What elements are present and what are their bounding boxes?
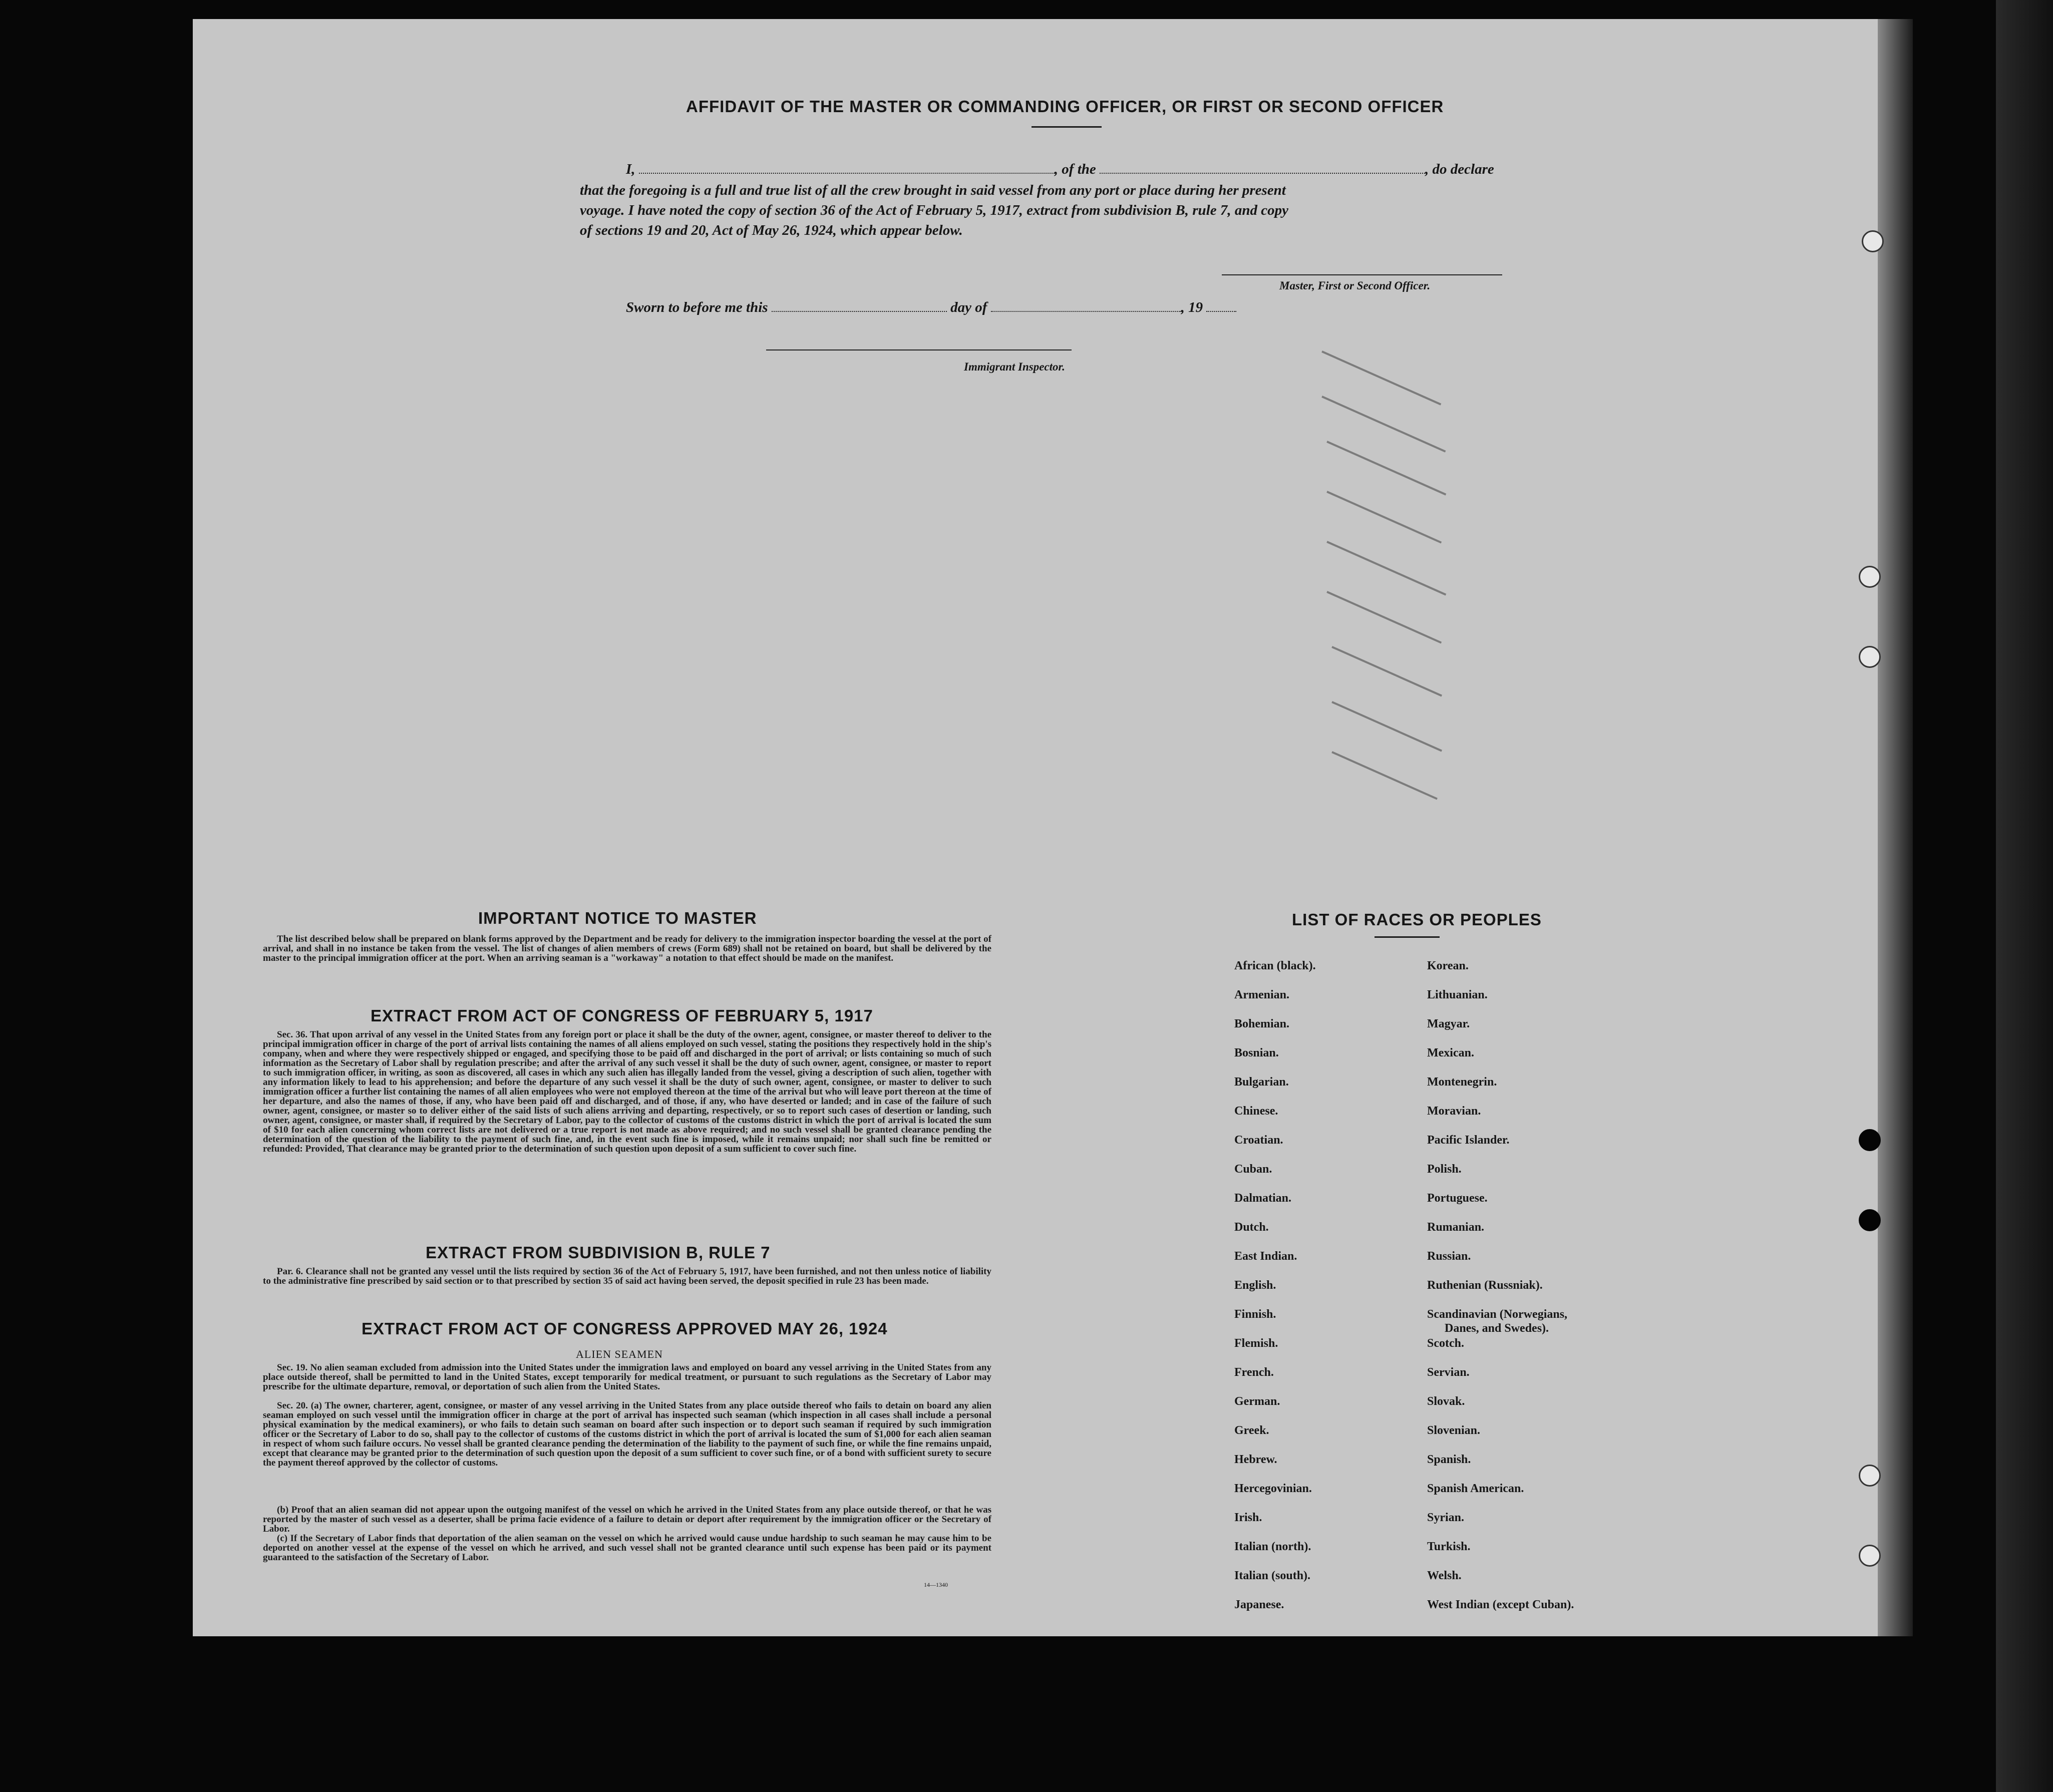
race-item: Pacific Islander. [1427,1134,1510,1147]
extract-1917-title: EXTRACT FROM ACT OF CONGRESS OF FEBRUARY 5, 1917 [371,1006,873,1025]
affidavit-line-1 [626,159,1494,179]
punch-hole [1859,1129,1881,1151]
punch-hole [1859,1545,1881,1567]
year-prefix: , 19 [1181,299,1203,315]
sworn-text: Sworn to before me this [626,299,768,315]
affidavit-line-3: voyage. I have noted the copy of section 36 of the Act of February 5, 1917, extract from subdivision B, rule 7, and copy [580,202,1288,218]
races-title-rule [1375,936,1440,938]
race-item: Chinese. [1234,1105,1278,1118]
race-item: Portuguese. [1427,1192,1488,1205]
race-item: Armenian. [1234,988,1289,1001]
sworn-line [626,297,1236,317]
name-blank[interactable] [639,172,1055,174]
race-item: Japanese. [1234,1598,1284,1611]
punch-hole [1859,566,1881,588]
inspector-signature-line[interactable] [766,349,1072,350]
punch-hole [1859,1209,1881,1231]
race-scandinavian-continued: Danes, and Swedes). [1445,1322,1549,1335]
race-item: Bohemian. [1234,1017,1290,1030]
underlying-page-edge [1996,0,2053,1792]
race-item: Dutch. [1234,1221,1269,1234]
notice-body: The list described below shall be prepared on blank forms approved by the Department and be ready for delivery to the immigration inspector boarding the vessel at the port of arrival, and shall in no instance be taken from the vessel. The list of changes of alien members of crews (Form 689) shall not be retained on board, but shall be delivered by the master to the principal immigration officer at the port. When an arriving seaman is a "workaway" a notation to that effect should be made on the manifest. [263,934,991,963]
punch-hole [1862,230,1884,252]
sec-19-body: Sec. 19. No alien seaman excluded from admission into the United States under the immigration laws and employed on board any vessel arriving in the United States from any place outside thereof, shall be permitted to land in the United States, except temporarily for medical treatment, or pursuant to such regulations as the Secretary of Labor may prescribe for the ultimate departure, removal, or deportation of such alien from the United States. [263,1362,991,1392]
race-item: Spanish. [1427,1453,1471,1466]
race-item: Slovenian. [1427,1424,1481,1437]
race-item: Spanish American. [1427,1482,1524,1495]
sworn-month-blank[interactable] [991,310,1181,312]
race-item: Syrian. [1427,1511,1465,1524]
affidavit-title: AFFIDAVIT OF THE MASTER OR COMMANDING OFFICER, OR FIRST OR SECOND OFFICER [686,97,1444,116]
vessel-blank[interactable] [1100,172,1425,174]
race-item: Rumanian. [1427,1221,1485,1234]
race-item: French. [1234,1366,1274,1379]
race-item: Russian. [1427,1250,1471,1263]
race-item: Bosnian. [1234,1046,1279,1059]
master-label: Master, First or Second Officer. [1279,279,1431,292]
race-item: Hercegovinian. [1234,1482,1312,1495]
subdivision-b-body: Par. 6. Clearance shall not be granted any vessel until the lists required by section 36 of the Act of February 5, 1917, have been furnished, and not then unless notice of liability to the administrative fine prescribed by said section or to that prescribed by section 35 of said act having been served, the deposit specified in rule 23 has been made. [263,1266,991,1286]
race-item: Hebrew. [1234,1453,1277,1466]
master-signature-line[interactable] [1222,274,1502,275]
race-item: Welsh. [1427,1569,1462,1582]
subdivision-b-title: EXTRACT FROM SUBDIVISION B, RULE 7 [426,1243,771,1262]
races-title: LIST OF RACES OR PEOPLES [1292,910,1542,929]
race-item: Servian. [1427,1366,1470,1379]
race-item: Turkish. [1427,1540,1471,1553]
punch-hole [1859,646,1881,668]
sworn-year-blank[interactable] [1206,310,1236,312]
punch-hole [1859,1465,1881,1487]
affidavit-line-2: that the foregoing is a full and true list of all the crew brought in said vessel from any port or place during her present [580,182,1286,198]
affidavit-declare: , do declare [1425,161,1494,177]
race-item: Slovak. [1427,1395,1465,1408]
race-item: Dalmatian. [1234,1192,1291,1205]
race-item: English. [1234,1279,1276,1292]
notice-title: IMPORTANT NOTICE TO MASTER [478,909,757,927]
sec-20c-body: (c) If the Secretary of Labor finds that deportation of the alien seaman on the vessel on which he arrived would cause undue hardship to such seaman he may cause him to be deported on another vessel at the expense of the vessel on which he arrived, and such vessel shall not be granted clearance until such expense has been paid or its payment guaranteed to the satisfaction of the Secretary of Labor. [263,1533,991,1563]
race-item: Italian (north). [1234,1540,1311,1553]
race-item: Finnish. [1234,1308,1276,1321]
manifest-page [193,19,1878,1636]
sworn-day-blank[interactable] [772,310,947,312]
sec-20a-body: Sec. 20. (a) The owner, charterer, agent, consignee, or master of any vessel arriving in the United States from any place outside thereof who fails to detain on board any alien seaman employed on such vessel until the immigration officer in charge at the port of arrival has inspected such seaman (which inspection in all cases shall include a personal physical examination by the medical examiners), or who fails to detain such seaman on board after such inspection or to deport such seaman if required by such immigration officer or the Secretary of Labor to do so, shall pay to the collector of customs of the customs district in which the port of arrival is located the sum of $1,000 for each alien seaman in respect of whom such failure occurs. No vessel shall be granted clearance pending the determination of the liability to the payment of such fine, or while the fine remains unpaid, except that clearance may be granted prior to the determination of such question upon the deposit of a sum sufficient to cover such fine, or of a bond with sufficient surety to secure the payment thereof approved by the collector of customs. [263,1400,991,1468]
race-item: Cuban. [1234,1163,1272,1176]
affidavit-of-the: , of the [1054,161,1096,177]
extract-1924-title: EXTRACT FROM ACT OF CONGRESS APPROVED MAY 26, 1924 [362,1319,888,1338]
race-item: Croatian. [1234,1134,1283,1147]
race-item: West Indian (except Cuban). [1427,1598,1574,1611]
race-item: Italian (south). [1234,1569,1311,1582]
race-item: Irish. [1234,1511,1262,1524]
extract-1917-body: Sec. 36. That upon arrival of any vessel in the United States from any foreign port or place it shall be the duty of the owner, agent, consignee, or master thereof to deliver to the principal immigration officer in charge of the port of arrival lists containing the names of all aliens employed on such vessel, stating the positions they respectively hold in the ship's company, when and where they were respectively shipped or engaged, and specifying those to be paid off and discharged in the port of arrival; or lists containing so much of such information as the Secretary of Labor shall by regulation prescribe; and after the arrival of any such vessel it shall be the duty of such owner, agent, consignee, or master to report to such immigration officer, in writing, as soon as discovered, all cases in which any such alien has illegally landed from the vessel, giving a description of such alien, together with any information likely to lead to his apprehension; and before the departure of any such vessel it shall be the duty of such owner, agent, consignee, or master to deliver to such immigration officer a further list containing the names of all alien employees who were not employed thereon at the time of the arrival but who will leave port thereon at the time of her departure, and also the names of those, if any, who have been paid off and discharged, and of those, if any, who have deserted or landed; and in case of the failure of such owner, agent, consignee, or master so to deliver either of the said lists of such aliens arriving and departing, respectively, or so to report such cases of desertion or landing, such owner, agent, consignee, or master shall, if required by the Secretary of Labor, pay to the collector of customs of the customs district in which the port of arrival is located the sum of $10 for each alien concerning whom correct lists are not delivered or a true report is not made as above required; and no such vessel shall be granted clearance pending the determination of the question of the liability to the payment of such fine, and, in the event such fine is imposed, while it remains unpaid; nor shall such fine be remitted or refunded: Provided, That clearance may be granted prior to the determination of such question upon deposit of a sum sufficient to cover such fine. [263,1029,991,1154]
race-item: Magyar. [1427,1017,1470,1030]
race-item: Polish. [1427,1163,1462,1176]
race-item: Ruthenian (Russniak). [1427,1279,1543,1292]
race-item: Montenegrin. [1427,1076,1497,1089]
race-item: Flemish. [1234,1337,1278,1350]
affidavit-line-4: of sections 19 and 20, Act of May 26, 1924, which appear below. [580,222,963,238]
race-item: Lithuanian. [1427,988,1488,1001]
race-item: Moravian. [1427,1105,1481,1118]
race-item: Mexican. [1427,1046,1474,1059]
form-number: 14—1340 [924,1581,948,1588]
day-of-text: day of [950,299,987,315]
affidavit-i: I, [626,161,635,177]
sec-20b-body: (b) Proof that an alien seaman did not appear upon the outgoing manifest of the vessel on which he arrived in the United States from any place outside thereof, or that he was reported by the master of such vessel as a deserter, shall be prima facie evidence of a failure to detain or deport after requirement by the immigration officer or the Secretary of Labor. [263,1505,991,1534]
inspector-label: Immigrant Inspector. [964,361,1065,373]
race-item: Korean. [1427,959,1469,972]
alien-seamen-subtitle: ALIEN SEAMEN [576,1348,663,1360]
title-rule [1032,126,1102,128]
race-item: African (black). [1234,959,1316,972]
race-item: Bulgarian. [1234,1076,1289,1089]
race-item: East Indian. [1234,1250,1297,1263]
race-item: Scandinavian (Norwegians, [1427,1308,1568,1321]
race-item: German. [1234,1395,1280,1408]
page-edge-shadow [1878,19,1913,1636]
race-item: Scotch. [1427,1337,1464,1350]
race-item: Greek. [1234,1424,1269,1437]
